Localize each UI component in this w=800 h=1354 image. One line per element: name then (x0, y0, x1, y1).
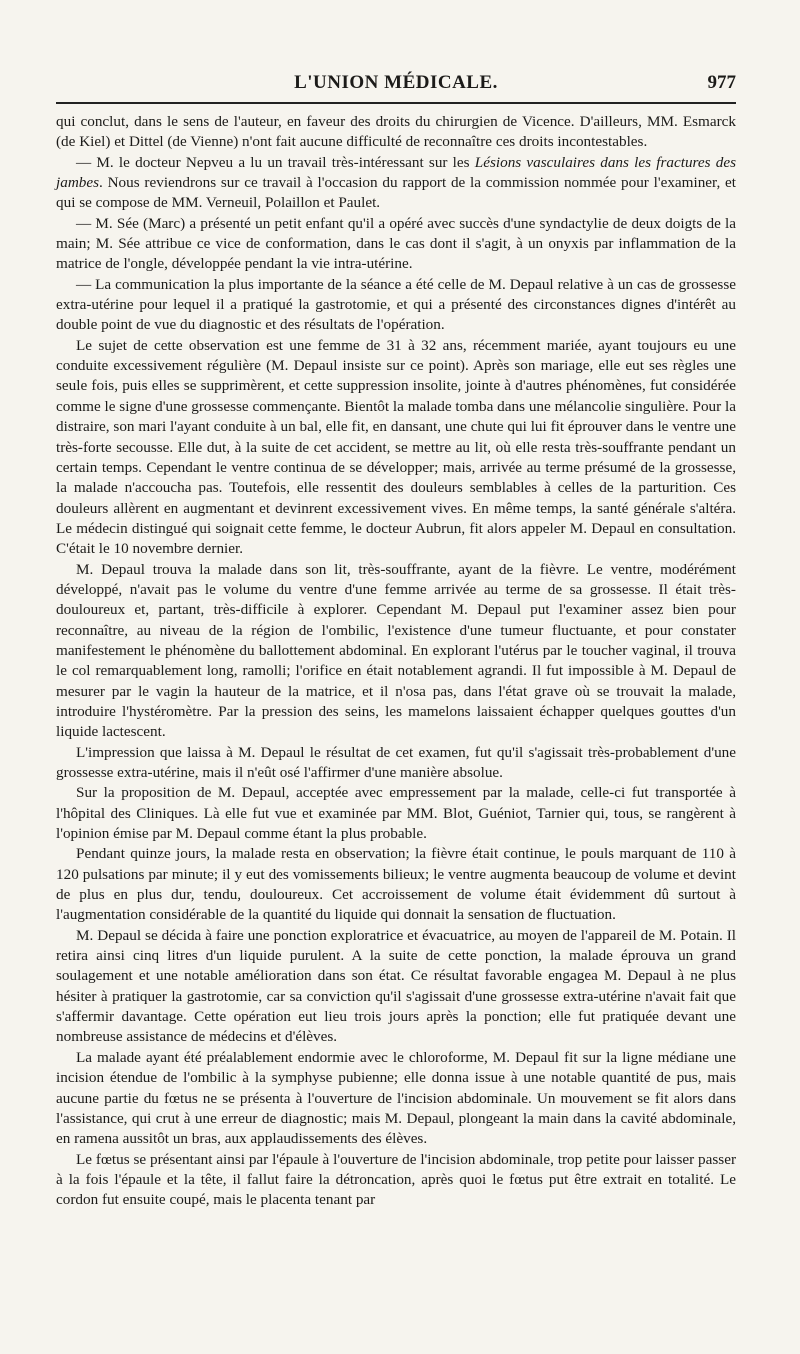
paragraph-text: — La communication la plus importante de la séance a été celle de M. Depaul relative à un cas de grossesse extra-utérine pour lequel il a pratiqué la gastrotomie, et qui a présenté des circonstances dignes d'intérêt au double point de vue du diagnostic et des résultats de l'opération. (56, 275, 736, 334)
paragraph (56, 214, 736, 275)
paragraph-text: Le fœtus se présentant ainsi par l'épaule à l'ouverture de l'incision abdominale, trop petite pour laisser passer à la fois l'épaule et la tête, il fallut faire la détroncation, après quoi le fœtus put être extrait en totalité. Le cordon fut ensuite coupé, mais le placenta tenant par (56, 1150, 736, 1209)
paragraph-text: La malade ayant été préalablement endormie avec le chloroforme, M. Depaul fit sur la ligne médiane une incision étendue de l'ombilic à la symphyse pubienne; elle donna issue à une notable quantité de pus, mais aucune partie du fœtus ne se présenta à l'ouverture de l'incision abdominale. Un mouvement se fit alors dans l'assistance, qui crut à une erreur de diagnostic; mais M. Depaul, plongeant la main dans la cavité abdominale, en ramena aussitôt un bras, aux applaudissements des élèves. (56, 1048, 736, 1148)
paragraph-text: . Nous reviendrons sur ce travail à l'occasion du rapport de la commission nommée pour l'examiner, et qui se compose de MM. Verneuil, Polaillon et Paulet. (56, 174, 736, 212)
page-number: 977 (707, 72, 736, 93)
paragraph-text: Le sujet de cette observation est une femme de 31 à 32 ans, récemment mariée, ayant toujours eu une conduite excessivement régulière (M. Depaul insiste sur ce point). Après son mariage, elle eut ses règles une seule fois, puis elles se supprimèrent, et cette suppression insolite, jointe à d'autres phénomènes, fut considérée comme le signe d'une grossesse commençante. Bientôt la malade tomba dans une mélancolie singulière. Pour la distraire, son mari l'ayant conduite à un bal, elle fit, en dansant, une chute qui lui fit éprouver dans le ventre une très-forte secousse. Elle dut, à la suite de cet accident, se mettre au lit, où elle resta très-souffrante pendant un certain temps. Cependant le ventre continua de se développer; mais, arrivée au terme présumé de la grossesse, la malade n'accoucha pas. Toutefois, elle ressentit des douleurs semblables à celles de la parturition. Ces douleurs allèrent en augmentant et devinrent excessivement vives. En même temps, la santé générale s'altéra. Le médecin distingué qui soignait cette femme, le docteur Aubrun, fit alors appeler M. Depaul en consultation. C'était le 10 novembre dernier. (56, 336, 736, 558)
paragraph-text: M. Depaul trouva la malade dans son lit, très-souffrante, ayant de la fièvre. Le ventre, modérément développé, n'avait pas le volume du ventre d'une femme arrivée au terme de sa grossesse. Il était très-douloureux et, partant, très-difficile à explorer. Cependant M. Depaul put l'examiner assez bien pour reconnaître, au niveau de la région de l'ombilic, l'existence d'une tumeur fluctuante, et pour constater manifestement le phénomène du ballottement abdominal. En explorant l'utérus par le toucher vaginal, il trouva le col remarquablement long, ramolli; l'orifice en était notablement agrandi. Il fut impossible à M. Depaul de mesurer par le vagin la hauteur de la matrice, et il n'osa pas, dans l'état grave où se trouvait la malade, introduire l'hystéromètre. Par la pression des seins, les mamelons laissaient échapper quelques gouttes d'un liquide lactescent. (56, 560, 736, 741)
paragraph-text: — M. Sée (Marc) a présenté un petit enfant qu'il a opéré avec succès d'une syndactylie de deux doigts de la main; M. Sée attribue ce vice de conformation, dans le cas dont il s'agit, à un onyxis par inflammation de la matrice de l'ongle, développée pendant la vie intra-utérine. (56, 214, 736, 273)
paragraph-text: M. Depaul se décida à faire une ponction exploratrice et évacuatrice, au moyen de l'appareil de M. Potain. Il retira ainsi cinq litres d'un liquide purulent. A la suite de cette ponction, la malade éprouva un grand soulagement et une notable amélioration dans son état. Ce résultat favorable engagea M. Depaul à ne plus hésiter à pratiquer la gastrotomie, car sa conviction qu'il s'agissait d'une grossesse extra-utérine n'avait fait que s'affermir davantage. Cette opération eut lieu trois jours après la ponction; elle fut pratiquée devant une nombreuse assistance de médecins et d'élèves. (56, 926, 736, 1046)
page-header (56, 72, 736, 102)
paragraph (56, 926, 736, 1048)
body-text (56, 112, 736, 1211)
paragraph (56, 153, 736, 214)
paragraph (56, 112, 736, 153)
paragraph-text: qui conclut, dans le sens de l'auteur, en faveur des droits du chirurgien de Vicence. D'ailleurs, MM. Esmarck (de Kiel) et Dittel (de Vienne) n'ont fait aucune difficulté de reconnaître ces droits incontestables. (56, 113, 736, 151)
paragraph (56, 743, 736, 784)
italic-text: Lésions vasculaires dans les fractures des jambes (56, 153, 736, 192)
paragraph-text: — M. le docteur Nepveu a lu un travail très-intéressant sur les (76, 153, 475, 171)
paragraph (56, 560, 736, 743)
paragraph (56, 275, 736, 336)
running-title: L'UNION MÉDICALE. (294, 72, 498, 93)
paragraph-text: Sur la proposition de M. Depaul, acceptée avec empressement par la malade, celle-ci fut transportée à l'hôpital des Cliniques. Là elle fut vue et examinée par MM. Blot, Guéniot, Tarnier qui, tous, se rangèrent à l'opinion émise par M. Depaul comme étant la plus probable. (56, 784, 736, 843)
paragraph-text: Pendant quinze jours, la malade resta en observation; la fièvre était continue, le pouls marquant de 110 à 120 pulsations par minute; il y eut des vomissements bilieux; le ventre augmenta beaucoup de volume et devint de plus en plus dur, tendu, douloureux. Cet accroissement de volume était évidemment dû surtout à l'augmentation considérable de la quantité du liquide qui donnait la sensation de fluctuation. (56, 845, 736, 924)
paragraph (56, 336, 736, 560)
paragraph (56, 1150, 736, 1211)
paragraph (56, 1048, 736, 1150)
paragraph (56, 783, 736, 844)
header-rule (56, 102, 736, 104)
paragraph (56, 844, 736, 925)
paragraph-text: L'impression que laissa à M. Depaul le résultat de cet examen, fut qu'il s'agissait très-probablement d'une grossesse extra-utérine, mais il n'eût osé l'affirmer d'une manière absolue. (56, 743, 736, 781)
